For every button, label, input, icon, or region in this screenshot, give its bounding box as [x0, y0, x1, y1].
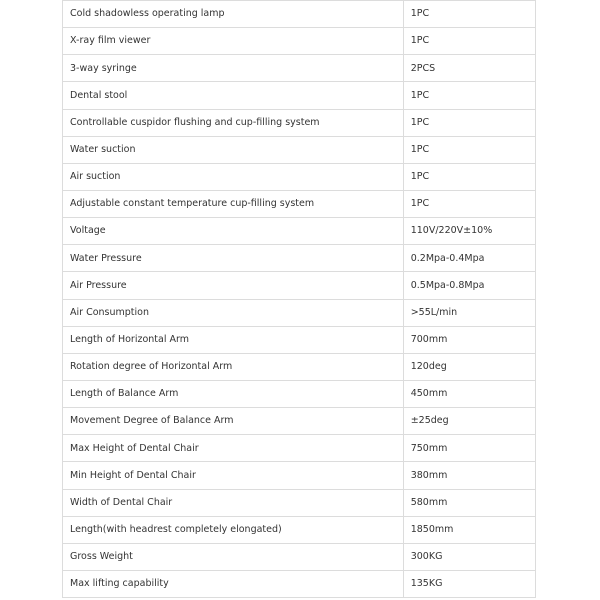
table-row [63, 272, 536, 299]
spec-value-cell: 1PC [403, 28, 535, 55]
spec-value-cell: 1PC [403, 136, 535, 163]
spec-name-cell: Cold shadowless operating lamp [63, 1, 404, 28]
spec-name-cell: Min Height of Dental Chair [63, 462, 404, 489]
spec-name-cell: Voltage [63, 218, 404, 245]
spec-value-cell: 0.5Mpa-0.8Mpa [403, 272, 535, 299]
table-row [63, 299, 536, 326]
table-row [63, 489, 536, 516]
spec-name-cell: Width of Dental Chair [63, 489, 404, 516]
spec-name-cell: X-ray film viewer [63, 28, 404, 55]
table-row [63, 109, 536, 136]
spec-value-cell: 1PC [403, 82, 535, 109]
table-row [63, 462, 536, 489]
spec-name-cell: Controllable cuspidor flushing and cup-filling system [63, 109, 404, 136]
spec-value-cell: 0.2Mpa-0.4Mpa [403, 245, 535, 272]
spec-name-cell: Movement Degree of Balance Arm [63, 408, 404, 435]
spec-name-cell: Max Height of Dental Chair [63, 435, 404, 462]
spec-name-cell: Water suction [63, 136, 404, 163]
spec-name-cell: Length of Balance Arm [63, 380, 404, 407]
table-row [63, 380, 536, 407]
spec-value-cell: 300KG [403, 543, 535, 570]
spec-value-cell: 120deg [403, 353, 535, 380]
table-row [63, 55, 536, 82]
spec-value-cell: 110V/220V±10% [403, 218, 535, 245]
spec-value-cell: 135KG [403, 570, 535, 597]
spec-value-cell: 1850mm [403, 516, 535, 543]
table-row [63, 353, 536, 380]
table-row [63, 516, 536, 543]
spec-value-cell: 580mm [403, 489, 535, 516]
table-row [63, 82, 536, 109]
spec-value-cell: 700mm [403, 326, 535, 353]
spec-name-cell: Air Pressure [63, 272, 404, 299]
spec-name-cell: 3-way syringe [63, 55, 404, 82]
table-row [63, 1, 536, 28]
spec-value-cell: 380mm [403, 462, 535, 489]
spec-value-cell: 450mm [403, 380, 535, 407]
table-row [63, 190, 536, 217]
table-row [63, 218, 536, 245]
table-row [63, 163, 536, 190]
table-row [63, 570, 536, 597]
spec-value-cell: 750mm [403, 435, 535, 462]
table-row [63, 408, 536, 435]
spec-name-cell: Max lifting capability [63, 570, 404, 597]
spec-name-cell: Adjustable constant temperature cup-filling system [63, 190, 404, 217]
spec-value-cell: 1PC [403, 163, 535, 190]
spec-name-cell: Air suction [63, 163, 404, 190]
spec-name-cell: Rotation degree of Horizontal Arm [63, 353, 404, 380]
spec-value-cell: 1PC [403, 190, 535, 217]
spec-value-cell: ±25deg [403, 408, 535, 435]
spec-name-cell: Length of Horizontal Arm [63, 326, 404, 353]
table-row [63, 435, 536, 462]
spec-name-cell: Length(with headrest completely elongated) [63, 516, 404, 543]
table-row [63, 136, 536, 163]
spec-value-cell: 1PC [403, 1, 535, 28]
spec-value-cell: >55L/min [403, 299, 535, 326]
spec-name-cell: Water Pressure [63, 245, 404, 272]
spec-value-cell: 2PCS [403, 55, 535, 82]
table-row [63, 28, 536, 55]
specification-table-body [63, 1, 536, 598]
spec-value-cell: 1PC [403, 109, 535, 136]
table-row [63, 543, 536, 570]
spec-name-cell: Gross Weight [63, 543, 404, 570]
spec-name-cell: Air Consumption [63, 299, 404, 326]
table-row [63, 326, 536, 353]
specification-table [62, 0, 536, 598]
table-row [63, 245, 536, 272]
spec-name-cell: Dental stool [63, 82, 404, 109]
